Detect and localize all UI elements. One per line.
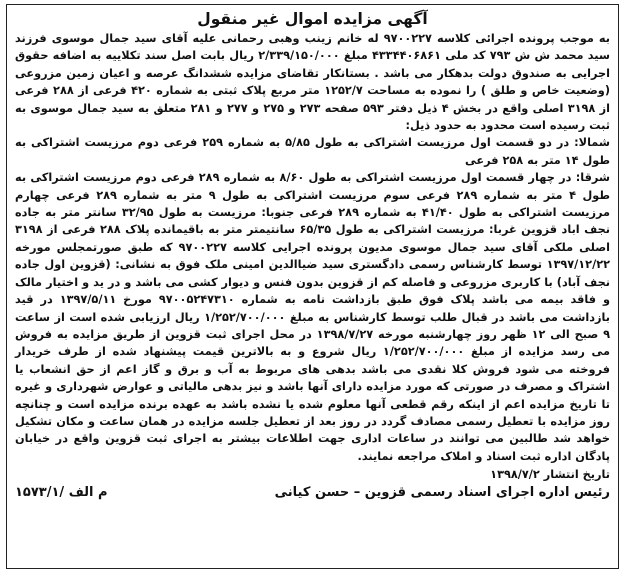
publish-date: تاریخ انتشار ۱۳۹۸/۷/۲ <box>490 468 610 482</box>
notice-paragraph-intro: به موجب پرونده اجرائی کلاسه ۹۷۰۰۲۲۷ له خانم زینب وهبی رحمانی علیه آقای سید جمال موسوی فرزند سید محمد ش ش ۷۹۳ کد ملی ۴۳۳۴۴۰۶۸۶۱ مبلغ ۲/۳۳۹/۱۵۰/۰۰۰ ریال بابت اصل سند تکلاییه به اضافه حقوق اجرایی به صندوق دولت بدهکار می باشد . بستانکار تقاضای مزایده ششدانگ عرصه و اعیان زمین مزروعی (وضعیت خاص و طلق ) را نموده به مساحت ۱۲۵۲/۷ متر مربع پلاک ثبتی به شماره ۴۲۰ فرعی از ۲۸۸ فرعی از ۳۱۹۸ اصلی واقع در بخش ۴ ذیل دفتر ۵۹۳ صفحه ۲۷۳ و ۲۷۵ و ۲۷۷ و ۲۸۱ متعلق به سید جمال موسوی به ثبت رسیده است محدود به حدود ذیل: <box>15 32 611 133</box>
signature-line: رئیس اداره اجرای اسناد رسمی قزوین – حسن کیانی <box>274 485 610 501</box>
notice-body <box>15 30 610 465</box>
notice-title: آگهی مزایده اموال غیر منقول <box>197 10 428 28</box>
notice-paragraph-east: شرقا: در چهار قسمت اول مرزیست اشتراکی به طول ۸/۶۰ به شماره ۲۸۹ فرعی دوم مرزیست اشتراکی به طول ۴ متر به شماره ۲۸۹ فرعی سوم مرزیست اشتراکی به طول ۹ متر به شماره ۲۸۹ فرعی چهارم مرزیست اشتراکی به طول ۴۱/۴۰ به شماره ۲۸۹ فرعی جنوبا: مرزیست به طول ۳۲/۹۵ سانتر متر به جاده نجف اباد قزوین غربا: مرزیست اشتراکی به طول ۶۵/۳۵ سانتیمتر متر به باقیمانده پلاک ۲۸۸ فرعی از ۳۱۹۸ اصلی ملکی آقای سید جمال موسوی مدیون پرونده اجرایی کلاسه ۹۷۰۰۲۲۷ که طبق صورتمجلس مورخه ۱۳۹۷/۱۲/۲۲ توسط کارشناس رسمی دادگستری سید ضیاالدین امینی ملک فوق به نشانی: (قزوین اول جاده نجف آباد) با کاربری مزروعی و فاصله کم از قزوین بدون فنس و دیوار کشی می باشد و در ید و اختیار مالک و فاقد بیمه می باشد پلاک فوق طبق بازداشت نامه به شماره ۹۷۰۰۵۲۴۷۳۱۰ مورخ ۱۳۹۷/۵/۱۱ در قید بازداشت می باشد در قبال طلب توسط کارشناس به مبلغ ۱/۲۵۲/۷۰۰/۰۰۰ ریال ارزیابی شده است از ساعت ۹ صبح الی ۱۲ ظهر روز چهارشنبه مورخه ۱۳۹۸/۷/۲۷ در محل اجرای ثبت قزوین از طریق مزایده به فروش می رسد مزایده از مبلغ ۱/۲۵۲/۷۰۰/۰۰۰ ریال شروع و به بالاترین قیمت پیشنهاد شده از طرف خریدار فروخته می شود فروش کلا نقدی می باشد بدهی های مربوط به آب و برق و گاز اعم از حق انشعاب یا اشتراک و مصرف در صورتی که مورد مزایده دارای آنها باشد و نیز بدهی مالیاتی و عوارض شهرداری و غیره تا تاریخ مزایده اعم از اینکه رقم قطعی آنها معلوم شده یا نشده باشد به عهده برنده مزایده است و چنانچه روز مزایده با تعطیل رسمی مصادف گردد در روز بعد از تعطیل جلسه مزایده در همان ساعت و مکان تشکیل خواهد شد طالبین می توانند در ساعات اداری جهت اطلاعات بیشتر به اجرای ثبت قزوین واقع در خیابان پادگان اداره ثبت اسناد و املاک مراجعه نمایند. <box>15 171 611 463</box>
notice-paragraph-north: شمالا: در دو قسمت اول مرزیست اشتراکی به طول ۵/۸۵ به شماره ۲۵۹ فرعی دوم مرزیست اشتراکی به طول ۱۴ متر به ۲۵۸ فرعی <box>15 136 610 167</box>
auction-notice <box>6 4 619 569</box>
reference-number: م الف /۱۵۷۳/۱ <box>15 485 108 501</box>
notice-footer <box>15 485 610 500</box>
